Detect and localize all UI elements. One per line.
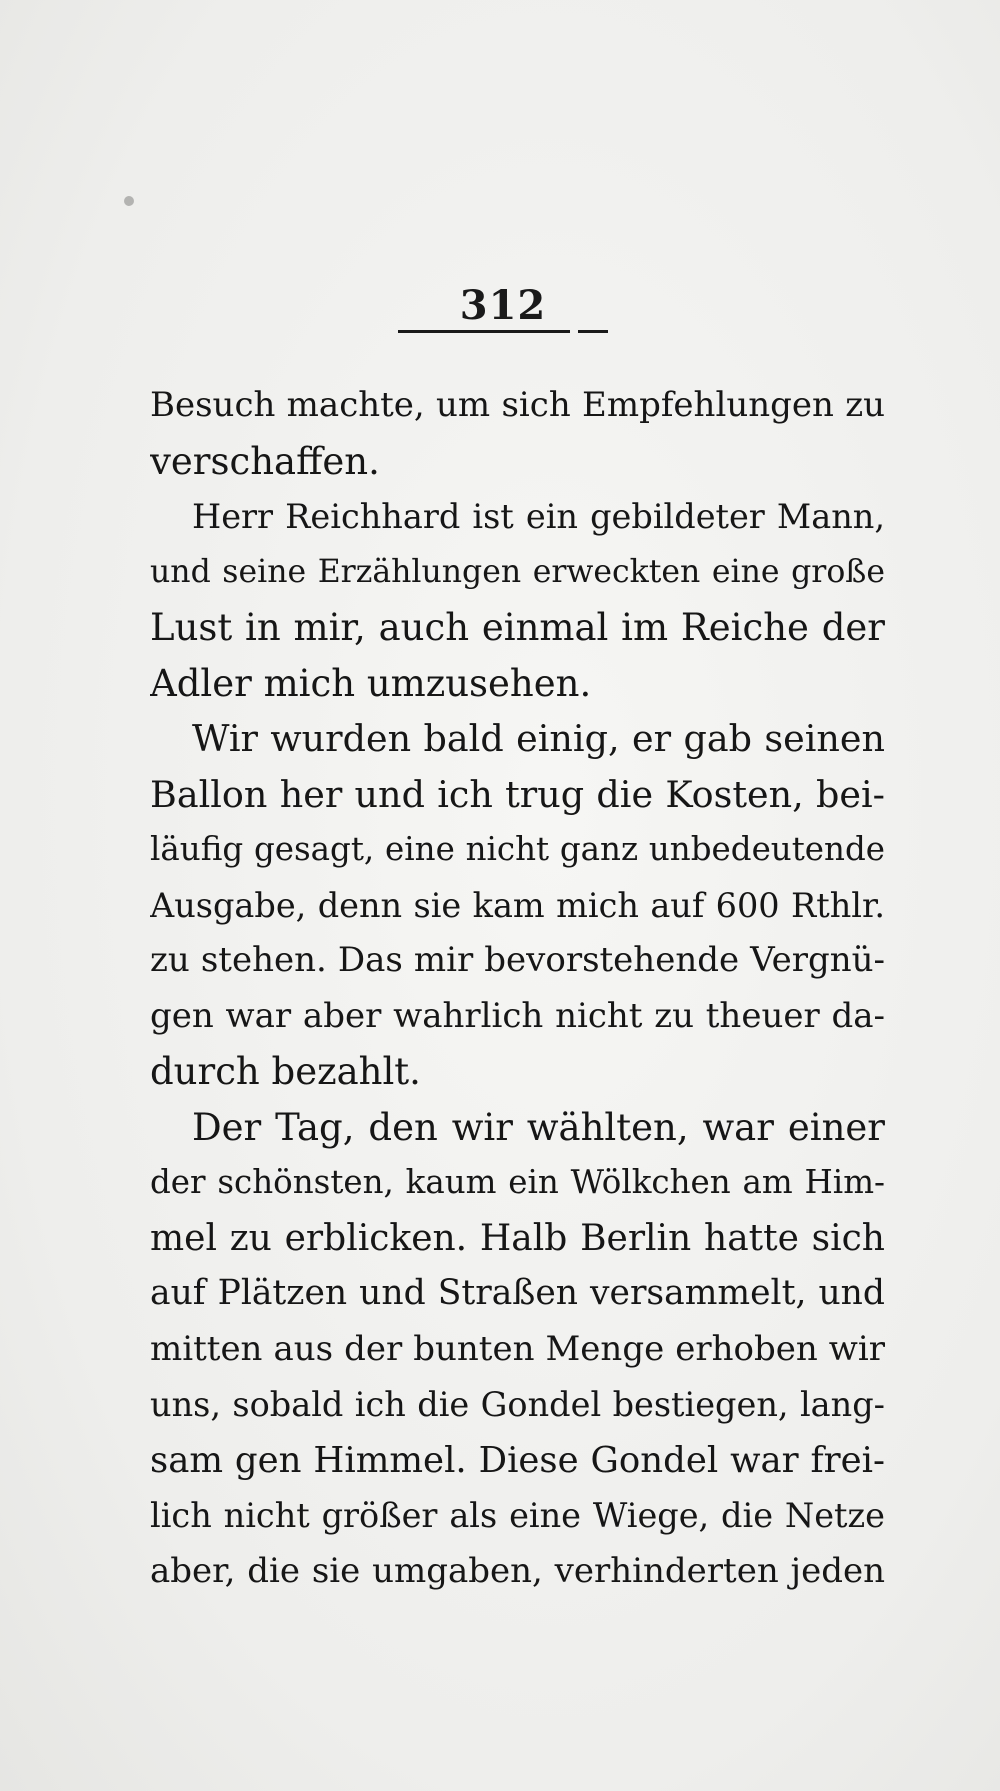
text-line: aber, die sie umgaben, verhinderten jeden — [150, 1550, 885, 1591]
body-text — [150, 378, 885, 1599]
header-rule — [398, 330, 570, 333]
text-line: mel zu erblicken. Halb Berlin hatte sich — [150, 1217, 885, 1259]
text-line: und seine Erzählungen erweckten eine große — [150, 553, 885, 590]
text-line: Ballon her und ich trug die Kosten, bei- — [150, 772, 885, 816]
text-line: durch bezahlt. — [150, 1050, 421, 1093]
text-line: uns, sobald ich die Gondel bestiegen, lang- — [150, 1385, 885, 1424]
text-line: Der Tag, den wir wählten, war einer — [192, 1105, 885, 1149]
header-rule-short — [578, 330, 608, 333]
text-line: sam gen Himmel. Diese Gondel war frei- — [150, 1439, 885, 1481]
text-line: mitten aus der bunten Menge erhoben wir — [150, 1328, 885, 1369]
text-line: lich nicht größer als eine Wiege, die Netze — [150, 1496, 885, 1535]
text-line: Lust in mir, auch einmal im Reiche der — [150, 606, 885, 649]
text-line: auf Plätzen und Straßen versammelt, und — [150, 1273, 885, 1313]
text-line: gen war aber wahrlich nicht zu theuer da- — [150, 995, 885, 1036]
text-line: zu stehen. Das mir bevorstehende Vergnü- — [150, 940, 885, 980]
text-line: Herr Reichhard ist ein gebildeter Mann, — [192, 497, 885, 536]
text-line: läufig gesagt, eine nicht ganz unbedeutende — [150, 830, 885, 868]
text-line: der schönsten, kaum ein Wölkchen am Him- — [150, 1163, 885, 1201]
page-number: 312 — [459, 282, 547, 329]
text-line: Adler mich umzusehen. — [150, 661, 592, 705]
ink-smudge — [124, 196, 134, 206]
text-line: verschaffen. — [150, 439, 380, 483]
text-line: Ausgabe, denn sie kam mich auf 600 Rthlr. — [150, 885, 885, 925]
text-line: Wir wurden bald einig, er gab seinen — [192, 717, 885, 760]
text-line: Besuch machte, um sich Empfehlungen zu — [150, 385, 885, 425]
